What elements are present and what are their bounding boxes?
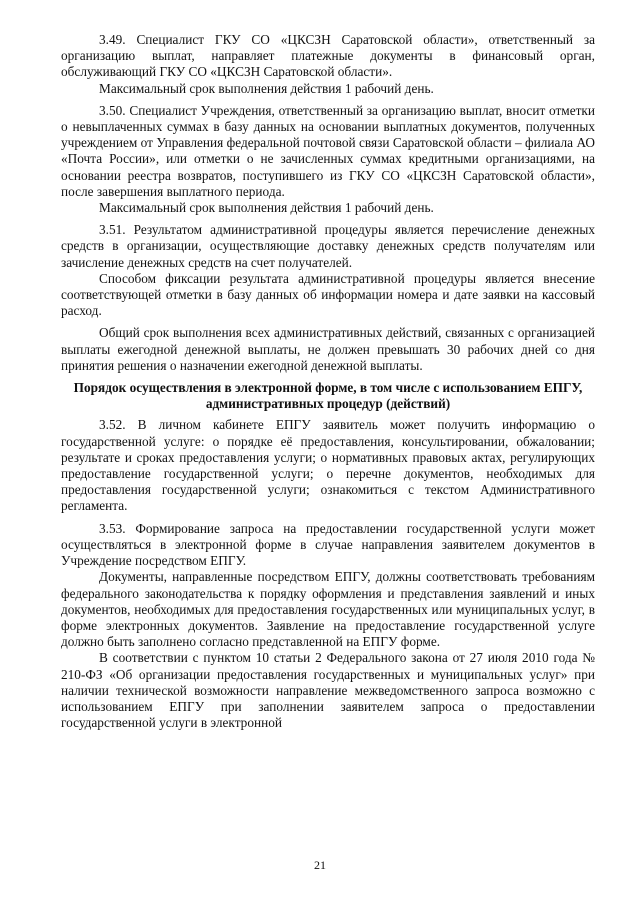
paragraph-3-52: 3.52. В личном кабинете ЕПГУ заявитель может получить информацию о государственной услуге: о порядке её предоставления, консультировании, обжаловании; результате и сроках предоставления услуги; о нормативных правовых актах, регулирующих предоставление государственной услуги; о перечне документов, необходимых для предоставления государственной услуги; ознакомиться с текстом Административного регламента. — [61, 417, 595, 514]
paragraph-fixation-method: Способом фиксации результата административной процедуры является внесение соответствующей отметки в базу данных об информации номера и дате заявки на кассовый расход. — [61, 270, 595, 319]
paragraph-deadline-1: Максимальный срок выполнения действия 1 рабочий день. — [99, 80, 434, 96]
document-page — [61, 32, 595, 731]
page-number: 21 — [314, 858, 326, 872]
paragraph-3-50: 3.50. Специалист Учреждения, ответственный за организацию выплат, вносит отметки о невыплаченных суммах в базу данных на основании выплатных документов, полученных учреждением от Управления федеральной почтовой связи Саратовской области – филиала АО «Почта России», или отметки о не зачисленных суммах кредитными организациями, на основании реестра возвратов, поступившего из ГКУ СО «ЦКСЗН Саратовской области», после завершения выплатного периода. — [61, 102, 595, 199]
section-heading: Порядок осуществления в электронной форме, в том числе с использованием ЕПГУ, административных процедур (действий) — [73, 380, 583, 412]
paragraph-deadline-2: Максимальный срок выполнения действия 1 рабочий день. — [99, 200, 434, 216]
paragraph-interdepartmental-request: В соответствии с пунктом 10 статьи 2 Федерального закона от 27 июля 2010 года № 210-ФЗ «Об организации предоставления государственных и муниципальных услуг» при наличии технической возможности направление межведомственного запроса возможно с использованием ЕПГУ при заполнении заявителем запроса о предоставлении государственной услуги в электронной — [61, 650, 595, 731]
paragraph-3-53: 3.53. Формирование запроса на предоставлении государственной услуги может осуществляться в электронной форме в случае направления заявителем документов в Учреждение посредством ЕПГУ. — [61, 520, 595, 569]
paragraph-total-duration: Общий срок выполнения всех административных действий, связанных с организацией выплаты ежегодной денежной выплаты, не должен превышать 30 рабочих дней со дня принятия решения о назначении ежегодной денежной выплаты. — [61, 325, 595, 373]
paragraph-3-49: 3.49. Специалист ГКУ СО «ЦКСЗН Саратовской области», ответственный за организацию выплат, направляет платежные документы в финансовый орган, обслуживающий ГКУ СО «ЦКСЗН Саратовской области». — [61, 32, 595, 80]
paragraph-documents-requirements: Документы, направленные посредством ЕПГУ, должны соответствовать требованиям федерального законодательства к порядку оформления и представления заявлений и иных документов, необходимых для предоставления государственных или муниципальных услуг, в форме электронных документов. Заявление на предоставление государственной услуге должно быть заполнено согласно представленной на ЕПГУ форме. — [61, 569, 595, 650]
paragraph-3-51: 3.51. Результатом административной процедуры является перечисление денежных средств в организации, осуществляющие доставку денежных средств получателям или зачисление денежных средств на счет получателей. — [61, 222, 595, 270]
